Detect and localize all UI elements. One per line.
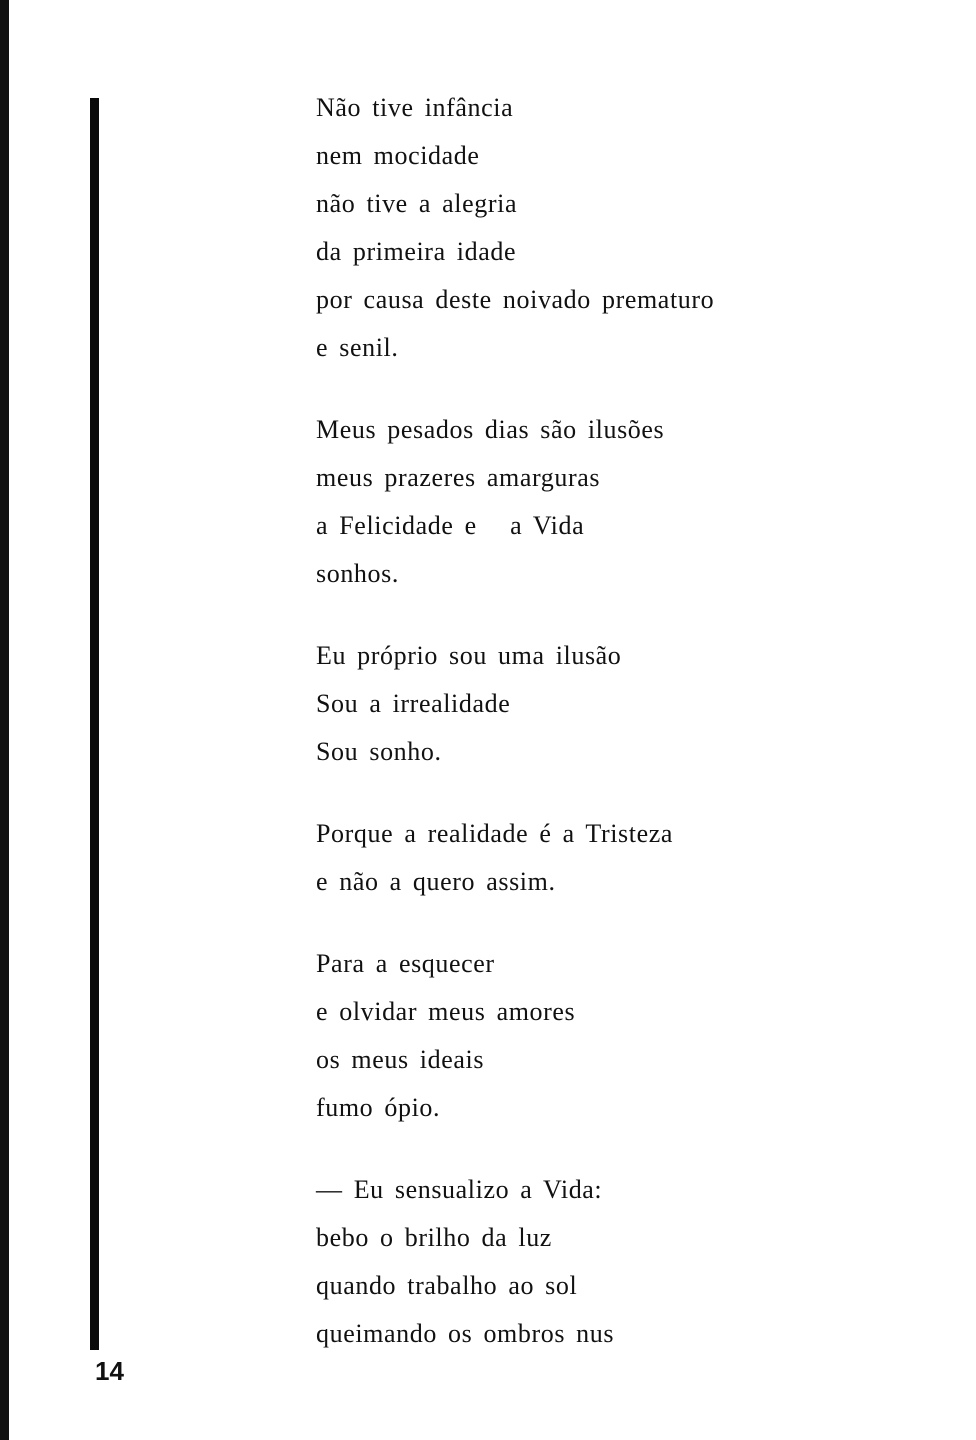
poem-line: queimando os ombros nus [316, 1319, 615, 1348]
poem-line: a Felicidade e a Vida [316, 511, 585, 540]
stanza-1 [316, 88, 916, 376]
poem-line: Sou a irrealidade [316, 689, 511, 718]
poem-line: por causa deste noivado prematuro [316, 285, 715, 314]
poem-line: — Eu sensualizo a Vida: [316, 1175, 603, 1204]
poem-line: Eu próprio sou uma ilusão [316, 641, 622, 670]
poem-line: e senil. [316, 333, 399, 362]
page-number: 14 [95, 1356, 124, 1386]
poem-line: e olvidar meus amores [316, 997, 576, 1026]
poem-line: os meus ideais [316, 1045, 485, 1074]
poem-line: bebo o brilho da luz [316, 1223, 552, 1252]
poem-line: da primeira idade [316, 237, 517, 266]
poem-line: Meus pesados dias são ilusões [316, 415, 665, 444]
stanza-5 [316, 944, 916, 1136]
poem-line: não tive a alegria [316, 189, 518, 218]
stanza-2 [316, 410, 916, 602]
poem-text [316, 88, 916, 1396]
margin-rule [90, 98, 99, 1350]
stanza-4 [316, 814, 916, 910]
poem-line: Para a esquecer [316, 949, 495, 978]
poem-line: fumo ópio. [316, 1093, 441, 1122]
poem-line: Porque a realidade é a Tristeza [316, 819, 673, 848]
poem-line: nem mocidade [316, 141, 480, 170]
scan-edge [0, 0, 9, 1440]
poem-line: Não tive infância [316, 93, 514, 122]
poem-line: meus prazeres amarguras [316, 463, 601, 492]
poem-line: sonhos. [316, 559, 399, 588]
poem-line: quando trabalho ao sol [316, 1271, 578, 1300]
stanza-3 [316, 636, 916, 780]
poem-line: Sou sonho. [316, 737, 442, 766]
poem-line: e não a quero assim. [316, 867, 556, 896]
stanza-6 [316, 1170, 916, 1362]
